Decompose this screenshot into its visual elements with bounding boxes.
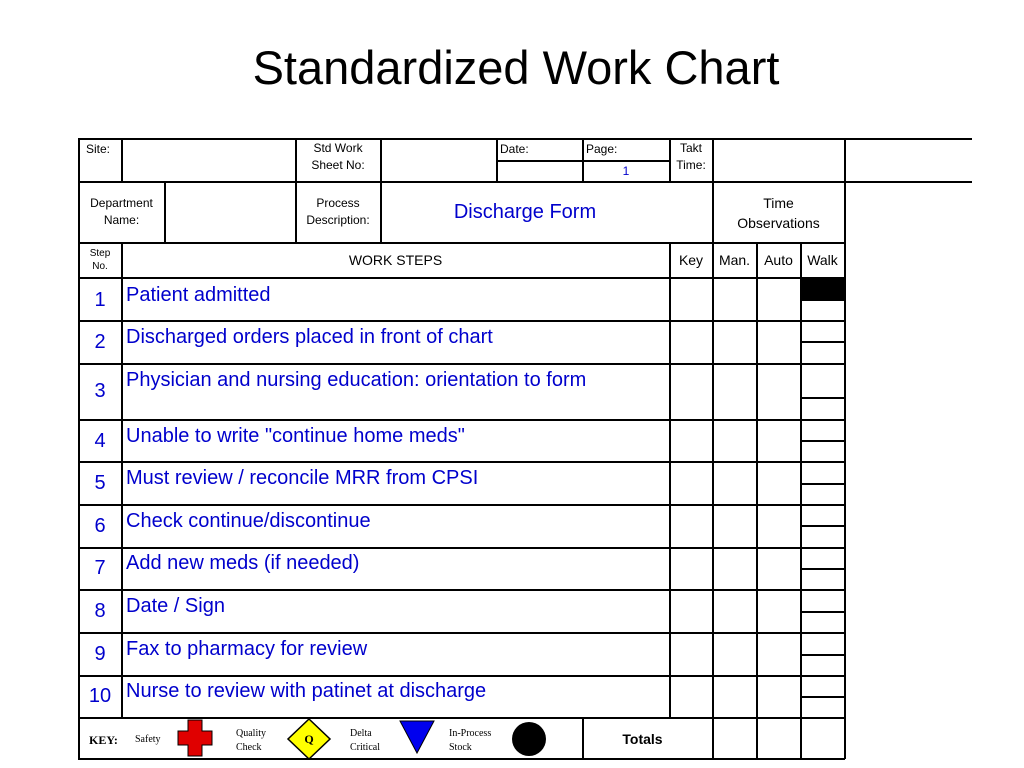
step-text: Patient admitted bbox=[126, 284, 271, 306]
key-label: KEY: bbox=[89, 733, 118, 747]
svg-text:Q: Q bbox=[304, 732, 314, 746]
totals-label: Totals bbox=[622, 731, 663, 747]
step-number: 5 bbox=[94, 472, 106, 494]
in-process-stock-label: In-Process Stock bbox=[449, 728, 492, 753]
step-number: 7 bbox=[94, 557, 106, 579]
step-text: Nurse to review with patinet at discharge bbox=[126, 680, 487, 702]
delta-critical-label: Delta Critical bbox=[350, 728, 380, 753]
manual-header: Man. bbox=[718, 252, 751, 268]
step-text: Unable to write "continue home meds" bbox=[126, 425, 465, 447]
walk-header: Walk bbox=[807, 252, 838, 268]
step-text: Fax to pharmacy for review bbox=[126, 638, 368, 660]
step-number: 8 bbox=[94, 600, 106, 622]
step-text: Check continue/discontinue bbox=[126, 510, 371, 532]
step-text: Discharged orders placed in front of chart bbox=[126, 326, 493, 348]
stock-circle-icon bbox=[511, 721, 547, 757]
auto-header: Auto bbox=[764, 252, 793, 268]
quality-diamond-icon bbox=[288, 719, 330, 759]
page-value: 1 bbox=[622, 164, 630, 178]
step-number: 3 bbox=[94, 380, 106, 402]
walk-cell-filled bbox=[800, 278, 845, 299]
step-number: 4 bbox=[94, 430, 106, 452]
page-label: Page: bbox=[586, 142, 618, 156]
step-number: 2 bbox=[94, 331, 106, 353]
step-text: Add new meds (if needed) bbox=[126, 552, 360, 574]
step-text: Date / Sign bbox=[126, 595, 225, 617]
step-number: 9 bbox=[94, 643, 106, 665]
quality-check-label: Quality Check bbox=[236, 728, 266, 753]
site-label: Site: bbox=[86, 142, 111, 156]
takt-time-label: Takt Time: bbox=[676, 141, 706, 172]
std-work-label: Std Work Sheet No: bbox=[311, 141, 365, 172]
department-name-label: Department Name: bbox=[90, 196, 153, 227]
step-no-header: Step No. bbox=[89, 248, 111, 272]
step-text: Must review / reconcile MRR from CPSI bbox=[126, 467, 479, 489]
page-title: Standardized Work Chart bbox=[252, 41, 780, 94]
step-number: 10 bbox=[88, 685, 112, 707]
delta-triangle-icon bbox=[400, 721, 434, 753]
process-description-label: Process Description: bbox=[306, 196, 370, 227]
safety-cross-icon bbox=[178, 720, 212, 756]
key-header: Key bbox=[678, 252, 704, 268]
step-number: 6 bbox=[94, 515, 106, 537]
process-description-value: Discharge Form bbox=[453, 201, 597, 223]
safety-label: Safety bbox=[135, 734, 161, 745]
date-label: Date: bbox=[500, 142, 529, 156]
time-observations-label: Time Observations bbox=[737, 195, 820, 231]
step-text: Physician and nursing education: orientation to form bbox=[126, 369, 587, 391]
step-number: 1 bbox=[94, 289, 106, 311]
work-steps-header: WORK STEPS bbox=[348, 252, 443, 268]
